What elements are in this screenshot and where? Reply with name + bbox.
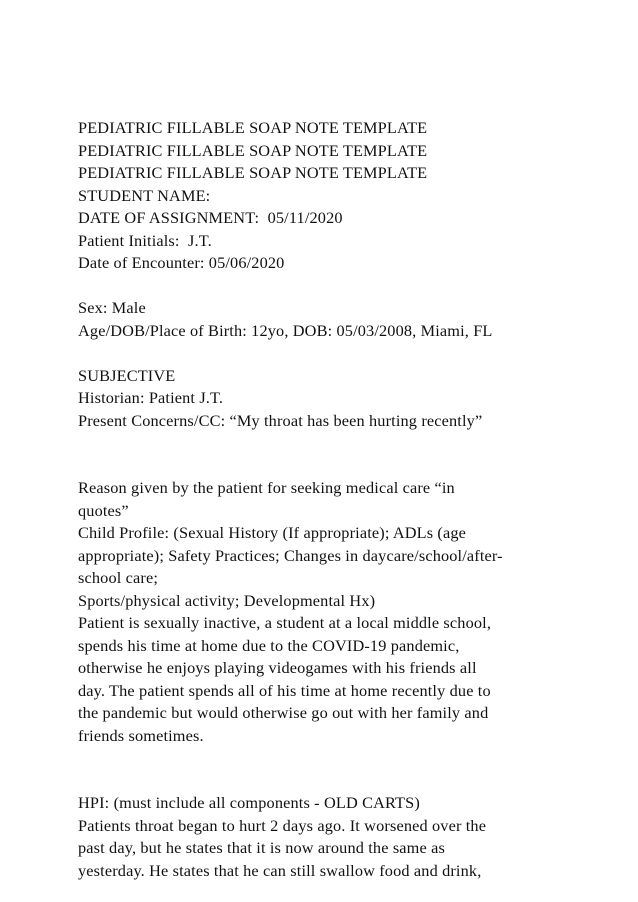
present-concerns-line: Present Concerns/CC: “My throat has been hurting recently” (78, 410, 483, 430)
blank-line (78, 432, 578, 455)
assignment-date-line: DATE OF ASSIGNMENT: 05/11/2020 (78, 208, 343, 227)
doc-title-line-3: PEDIATRIC FILLABLE SOAP NOTE TEMPLATE (78, 163, 428, 182)
student-name-line: STUDENT NAME: (78, 185, 211, 205)
profile-text-line-6: friends sometimes. (78, 725, 204, 745)
encounter-date-line: Date of Encounter: 05/06/2020 (78, 253, 285, 272)
patient-initials-line: Patient Initials: J.T. (78, 230, 212, 250)
child-profile-line-3: school care; (78, 568, 159, 587)
profile-text-line-5: the pandemic but would otherwise go out with her family and (78, 703, 489, 722)
child-profile-line-1: Child Profile: (Sexual History (If appropriate); ADLs (age (78, 523, 467, 542)
blank-line (78, 275, 578, 298)
blank-line (78, 455, 578, 478)
profile-text-line-3: otherwise he enjoys playing videogames with his friends all (78, 658, 477, 677)
doc-title-line-1: PEDIATRIC FILLABLE SOAP NOTE TEMPLATE (78, 118, 428, 137)
profile-text-line-4: day. The patient spends all of his time at home recently due to (78, 680, 491, 700)
profile-text-line-2: spends his time at home due to the COVID-19 pandemic, (78, 635, 460, 655)
hpi-text-line-2: past day, but he states that it is now around the same as (78, 838, 445, 857)
blank-line (78, 747, 578, 770)
profile-text-line-1: Patient is sexually inactive, a student at a local middle school, (78, 613, 492, 632)
soap-note-text (78, 117, 578, 882)
reason-line-2: quotes” (78, 500, 129, 520)
reason-line-1: Reason given by the patient for seeking medical care “in (78, 478, 455, 497)
hpi-text-line-3: yesterday. He states that he can still swallow food and drink, (78, 860, 482, 880)
subjective-heading: SUBJECTIVE (78, 365, 176, 385)
blank-line (78, 342, 578, 365)
doc-title-line-2: PEDIATRIC FILLABLE SOAP NOTE TEMPLATE (78, 140, 428, 160)
hpi-text-line-1: Patients throat began to hurt 2 days ago. It worsened over the (78, 815, 487, 835)
age-dob-line: Age/DOB/Place of Birth: 12yo, DOB: 05/03/2008, Miami, FL (78, 320, 493, 340)
blank-line (78, 770, 578, 793)
sex-line: Sex: Male (78, 298, 146, 317)
child-profile-line-4: Sports/physical activity; Developmental Hx) (78, 590, 376, 610)
child-profile-line-2: appropriate); Safety Practices; Changes in daycare/school/after- (78, 545, 503, 565)
historian-line: Historian: Patient J.T. (78, 388, 224, 407)
hpi-heading: HPI: (must include all components - OLD CARTS) (78, 793, 420, 812)
